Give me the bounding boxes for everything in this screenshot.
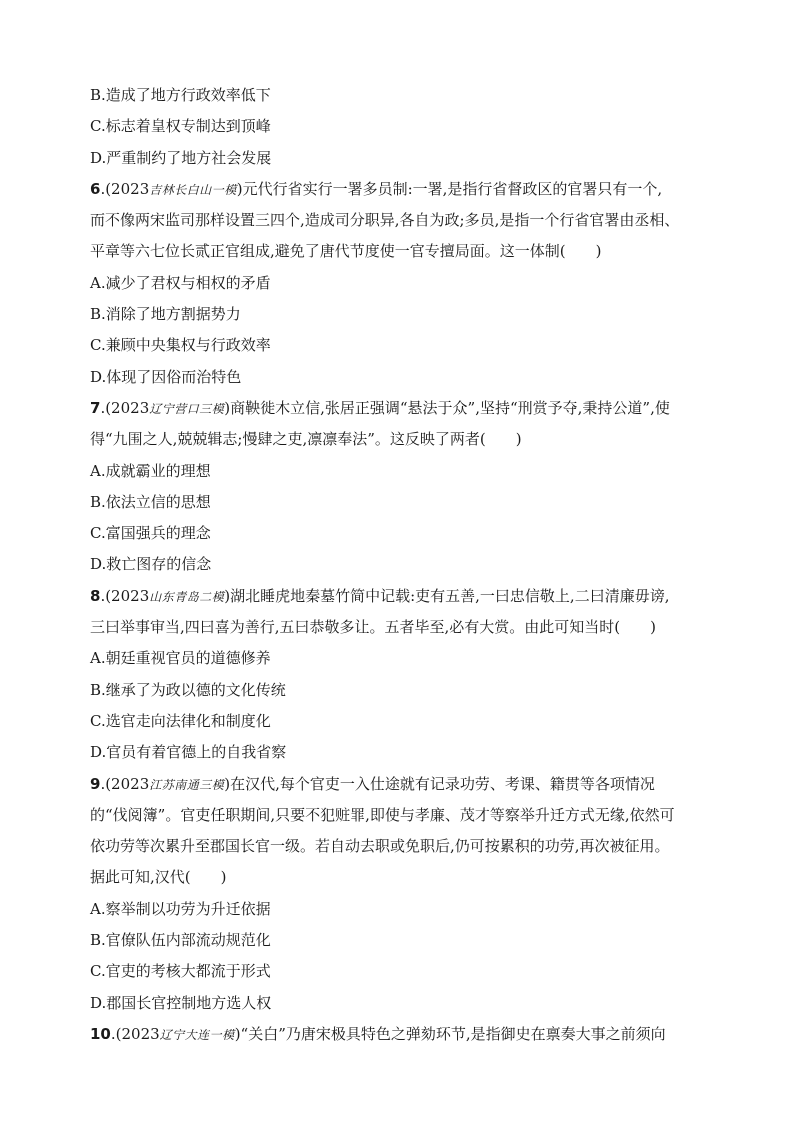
q7-option-c: C.富国强兵的理念 (90, 524, 211, 543)
q8-stem-line (90, 581, 715, 612)
q9-option-a: A.察举制以功劳为升迁依据 (90, 899, 271, 918)
q9-option-b: B.官僚队伍内部流动规范化 (90, 931, 271, 950)
stem-text: )在汉代,每个官吏一入仕途就有记录功劳、考课、籍贯等各项情况 (224, 774, 655, 793)
year-prefix: .(2023 (100, 179, 150, 198)
q6-stem-line: 平章等六七位长贰正官组成,避免了唐代节度使一官专擅局面。这一体制( ) (90, 242, 602, 261)
q8-option-b: B.继承了为政以德的文化传统 (90, 680, 286, 699)
year-prefix: .(2023 (100, 774, 150, 793)
question-number: 10 (90, 1024, 111, 1043)
q6-option-b: B.消除了地方割据势力 (90, 305, 241, 324)
q10-stem-line (90, 1019, 715, 1050)
q5-option-b: B.造成了地方行政效率低下 (90, 86, 271, 104)
q9-stem-line (90, 769, 715, 800)
q9-stem-line: 据此可知,汉代( ) (90, 868, 227, 887)
stem-text: )商鞅徙木立信,张居正强调“悬法于众”,坚持“刑赏予夺,秉持公道”,使 (224, 398, 670, 417)
q6-option-c: C.兼顾中央集权与行政效率 (90, 336, 271, 355)
year-prefix: .(2023 (110, 1024, 160, 1043)
question-source: 辽宁营口三模 (149, 401, 225, 416)
question-number: 9 (90, 774, 101, 793)
question-number: 7 (90, 398, 101, 417)
q6-option-a: A.减少了君权与相权的矛盾 (90, 273, 271, 292)
question-number: 8 (90, 586, 101, 605)
q9-option-c: C.官吏的考核大都流于形式 (90, 962, 271, 981)
q8-option-a: A.朝廷重视官员的道德修养 (90, 649, 271, 668)
q7-stem-line: 得“九围之人,兢兢辑志;慢肆之吏,凛凛奉法”。这反映了两者( ) (90, 430, 522, 449)
stem-text: )湖北睡虎地秦墓竹简中记载:吏有五善,一曰忠信敬上,二曰清廉毋谤, (224, 586, 670, 605)
question-source: 辽宁大连一模 (159, 1027, 235, 1042)
q5-option-d: D.严重制约了地方社会发展 (90, 148, 272, 167)
document-page (90, 80, 715, 1050)
q7-option-a: A.成就霸业的理想 (90, 461, 211, 480)
question-source: 江苏南通三模 (149, 777, 225, 792)
year-prefix: .(2023 (100, 586, 150, 605)
q6-option-d: D.体现了因俗而治特色 (90, 367, 242, 386)
q8-option-d: D.官员有着官德上的自我省察 (90, 743, 287, 762)
stem-text: )“关白”乃唐宋极具特色之弹劾环节,是指御史在禀奏大事之前须向 (234, 1024, 666, 1043)
q7-option-b: B.依法立信的思想 (90, 492, 211, 511)
q7-option-d: D.救亡图存的信念 (90, 555, 212, 574)
q7-stem-line (90, 393, 715, 424)
question-source: 山东青岛二模 (149, 589, 225, 604)
question-number: 6 (90, 179, 101, 198)
q5-option-c: C.标志着皇权专制达到顶峰 (90, 117, 271, 136)
q9-stem-line: 的“伐阅簿”。官吏任职期间,只要不犯赃罪,即使与孝廉、茂才等察举升迁方式无缘,依然可 (90, 805, 675, 824)
q9-option-d: D.郡国长官控制地方选人权 (90, 993, 272, 1012)
question-source: 吉林长白山一模 (149, 182, 237, 197)
q6-stem-line (90, 174, 715, 205)
q6-stem-line: 而不像两宋监司那样设置三四个,造成司分职异,各自为政;多员,是指一个行省官署由丞相、 (90, 211, 680, 230)
q8-option-c: C.选官走向法律化和制度化 (90, 711, 271, 730)
q8-stem-line: 三曰举事审当,四曰喜为善行,五曰恭敬多让。五者毕至,必有大赏。由此可知当时( ) (90, 618, 657, 637)
q9-stem-line: 依功劳等次累升至郡国长官一级。若自动去职或免职后,仍可按累积的功劳,再次被征用。 (90, 837, 670, 856)
stem-text: )元代行省实行一署多员制:一署,是指行省督政区的官署只有一个, (236, 179, 663, 198)
year-prefix: .(2023 (100, 398, 150, 417)
